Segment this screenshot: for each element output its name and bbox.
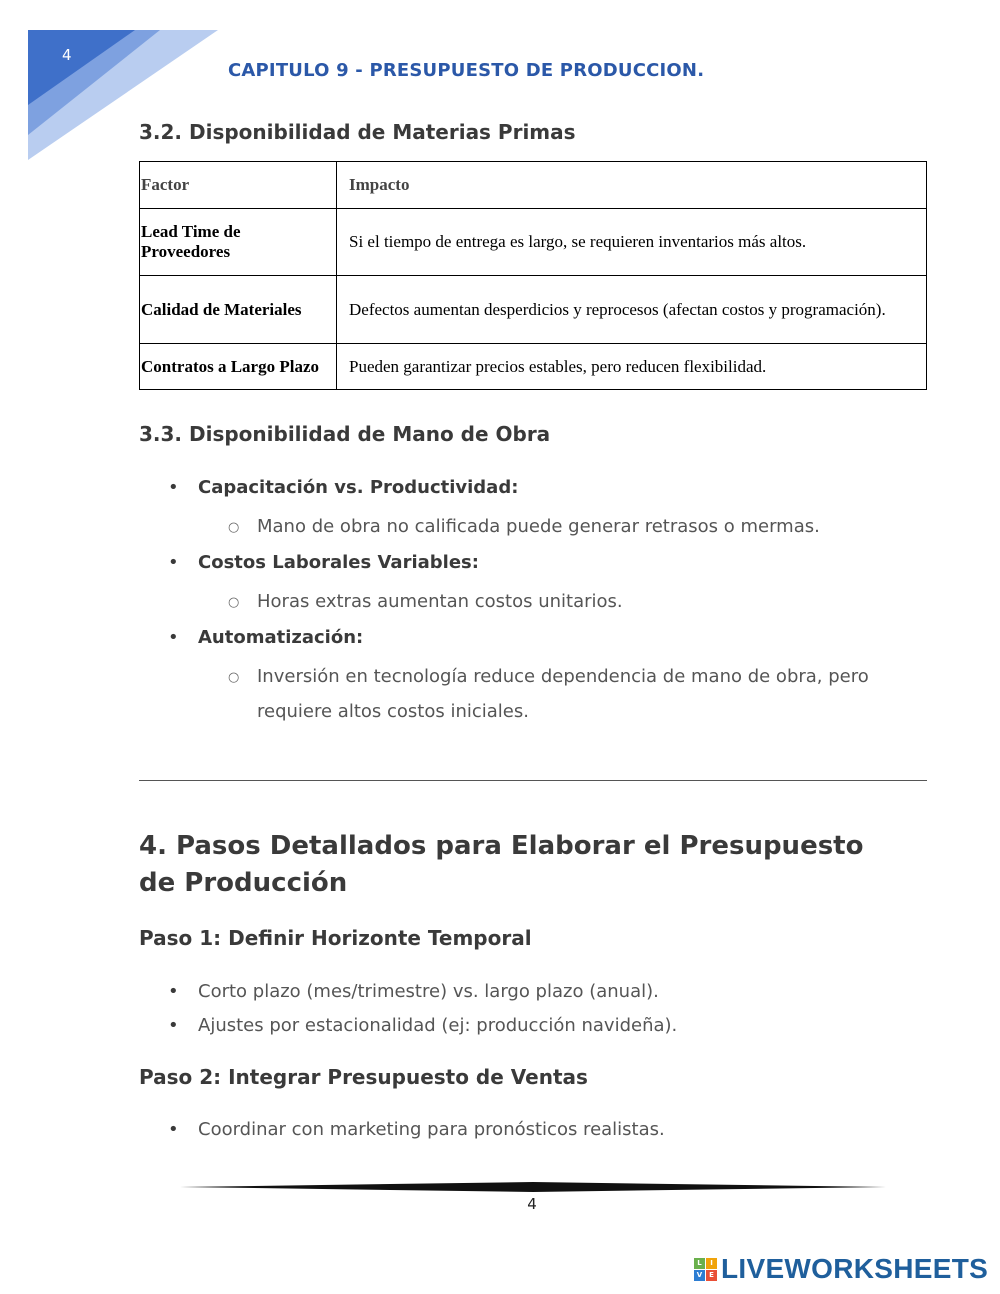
bullet-icon: • <box>168 627 179 648</box>
list-item-label: Automatización: <box>198 627 364 648</box>
factors-table <box>139 161 927 390</box>
paso-1-heading: Paso 1: Definir Horizonte Temporal <box>139 926 532 950</box>
table-row <box>140 344 927 390</box>
sub-bullet-icon: ○ <box>228 520 240 535</box>
section-divider <box>139 780 927 781</box>
footer-page-number: 4 <box>527 1195 537 1213</box>
sub-bullet-icon: ○ <box>228 595 240 610</box>
table-cell-impacto: Defectos aumentan desperdicios y reprocesos (afectan costos y programación). <box>337 276 927 344</box>
brand-logo-letter: I <box>706 1258 717 1269</box>
table-cell-impacto: Pueden garantizar precios estables, pero reducen flexibilidad. <box>337 344 927 390</box>
table-row <box>140 209 927 276</box>
table-cell-factor: Calidad de Materiales <box>140 276 337 344</box>
section-3-3-heading: 3.3. Disponibilidad de Mano de Obra <box>139 422 551 446</box>
brand-logo-letter: V <box>694 1270 705 1281</box>
section-3-2-heading: 3.2. Disponibilidad de Materias Primas <box>139 120 576 144</box>
table-header-impacto: Impacto <box>337 162 927 209</box>
corner-triangle-decoration <box>0 0 240 170</box>
list-item-label: Costos Laborales Variables: <box>198 552 479 573</box>
corner-page-number: 4 <box>62 46 72 64</box>
list-item: Ajustes por estacionalidad (ej: producción navideña). <box>198 1015 678 1036</box>
section-4-heading: 4. Pasos Detallados para Elaborar el Presupuesto de Producción <box>139 831 864 898</box>
list-item-detail: Mano de obra no calificada puede generar retrasos o mermas. <box>257 516 820 537</box>
list-item-detail: Horas extras aumentan costos unitarios. <box>257 591 623 612</box>
table-header-factor: Factor <box>140 162 337 209</box>
list-item-detail: Inversión en tecnología reduce dependencia de mano de obra, pero requiere altos costos iniciales. <box>257 666 869 722</box>
brand-grid-icon <box>694 1258 717 1281</box>
list-item: Corto plazo (mes/trimestre) vs. largo plazo (anual). <box>198 981 659 1002</box>
table-header-row <box>140 162 927 209</box>
bullet-icon: • <box>168 1119 179 1140</box>
chapter-title: CAPITULO 9 - PRESUPUESTO DE PRODUCCION. <box>228 60 705 81</box>
list-item-label: Capacitación vs. Productividad: <box>198 477 519 498</box>
table-cell-factor: Contratos a Largo Plazo <box>140 344 337 390</box>
bullet-icon: • <box>168 552 179 573</box>
paso-2-heading: Paso 2: Integrar Presupuesto de Ventas <box>139 1065 588 1089</box>
brand-logo-letter: L <box>694 1258 705 1269</box>
brand-logo-letter: E <box>706 1270 717 1281</box>
bullet-icon: • <box>168 1015 179 1036</box>
liveworksheets-logo[interactable] <box>694 1253 988 1285</box>
list-item: Coordinar con marketing para pronósticos realistas. <box>198 1119 665 1140</box>
footer-divider <box>180 1181 886 1193</box>
table-cell-factor: Lead Time de Proveedores <box>140 209 337 276</box>
bullet-icon: • <box>168 477 179 498</box>
sub-bullet-icon: ○ <box>228 670 240 685</box>
table-cell-impacto: Si el tiempo de entrega es largo, se requieren inventarios más altos. <box>337 209 927 276</box>
bullet-icon: • <box>168 981 179 1002</box>
table-row <box>140 276 927 344</box>
brand-name: LIVEWORKSHEETS <box>721 1253 989 1284</box>
